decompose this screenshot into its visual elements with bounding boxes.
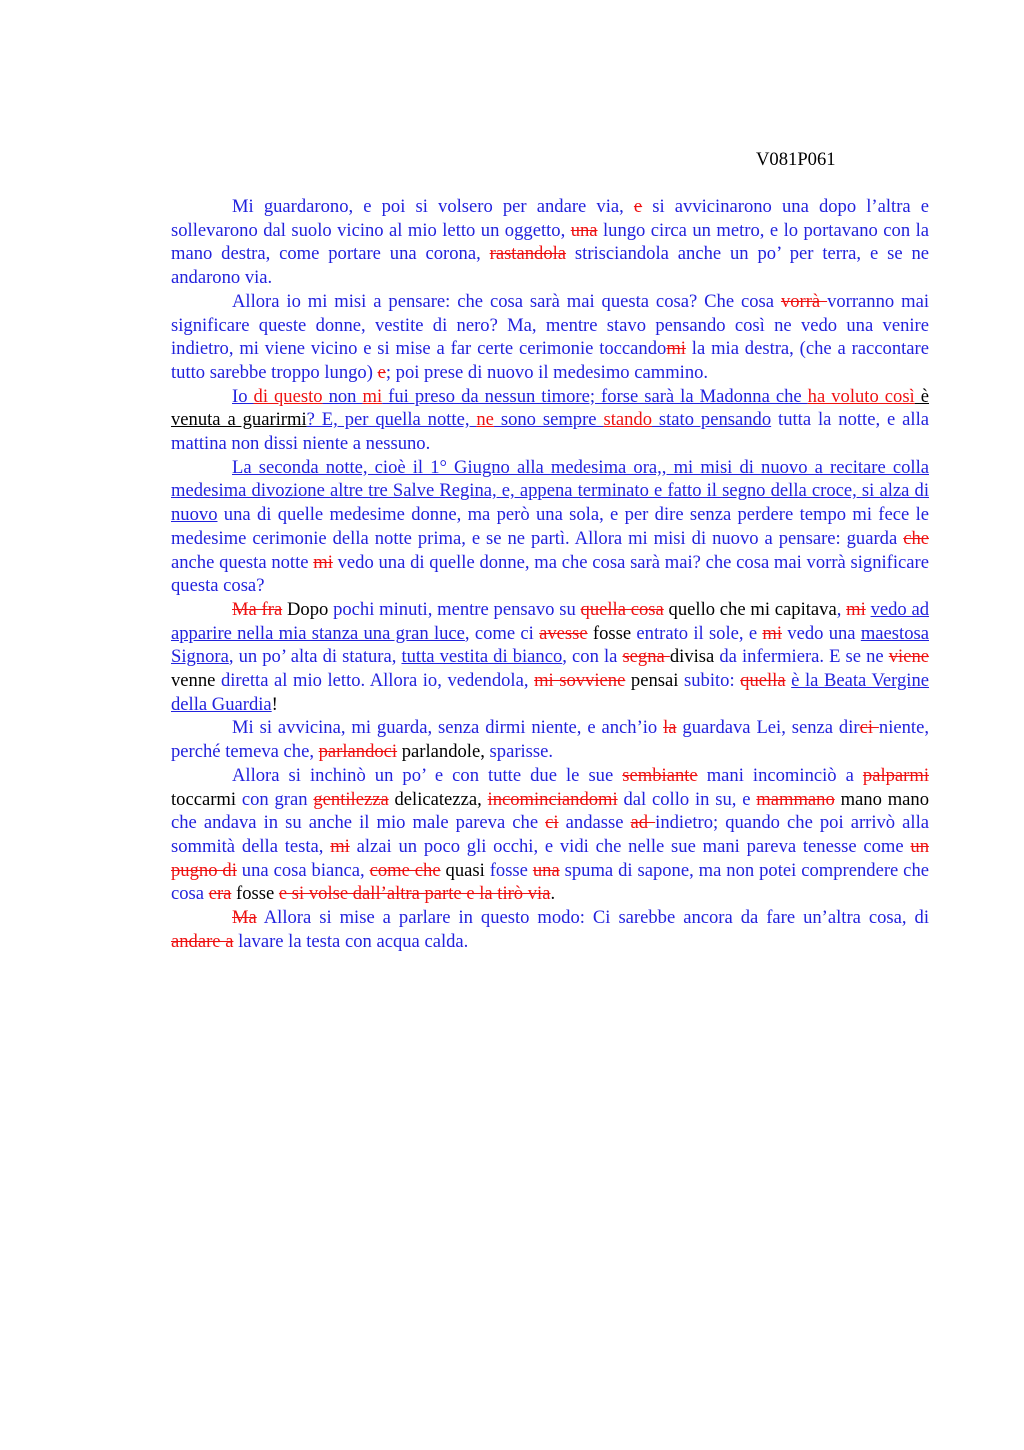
- deleted-text: ha voluto così: [807, 385, 915, 407]
- revised-text: tutta la notte, e alla mattina non dissi niente a nessuno.: [171, 409, 929, 455]
- revised-text: strisciandola anche un po’ per terra, e se ne andarono via.: [171, 243, 929, 289]
- deleted-text: sembiante: [622, 764, 698, 786]
- deleted-text: una: [532, 859, 560, 881]
- revised-text: lavare la testa con acqua calda.: [233, 930, 469, 952]
- revised-text: ? E, per quella notte,: [306, 409, 477, 431]
- original-text: quello che mi capitava: [663, 598, 837, 620]
- deleted-text: vorrà: [780, 290, 828, 312]
- paragraph: [171, 385, 929, 456]
- paragraph: [171, 195, 929, 290]
- deleted-text: quella: [740, 670, 786, 692]
- revised-text: sono sempre: [493, 409, 604, 431]
- revised-text: Allora io mi misi a pensare: che cosa sarà mai questa cosa? Che cosa: [232, 290, 781, 312]
- revised-text: sparisse.: [489, 741, 554, 763]
- revised-text: tutta vestita di bianco: [401, 646, 563, 668]
- revised-text: vedo ad apparire nella mia stanza una gran luce: [171, 598, 930, 644]
- revised-text: ,: [836, 598, 847, 620]
- revised-text: niente, perché temeva che,: [171, 717, 929, 763]
- revised-text: è la Beata Vergine della Guardia: [171, 670, 929, 715]
- revised-text: , come ci: [464, 622, 540, 644]
- revised-text: pochi minuti, mentre pensavo su: [333, 598, 581, 620]
- revised-text: Mi guardarono, e poi si volsero per andare via,: [232, 196, 634, 217]
- revised-text: entrato il sole, e: [636, 622, 763, 644]
- revised-text: Mi si avvicina, mi guarda, senza dirmi niente, e anch’io: [232, 717, 664, 739]
- revised-text: lungo circa un metro, e lo portavano con la mano destra, come portare una corona,: [171, 219, 929, 265]
- revised-text: la mia destra, (che a raccontare tutto sarebbe troppo lungo): [171, 338, 930, 383]
- original-text: .: [550, 883, 556, 905]
- deleted-text: palparmi: [862, 764, 929, 786]
- deleted-text: una: [570, 219, 598, 241]
- revised-text: dal collo in su, e: [617, 788, 757, 810]
- deleted-text: la: [663, 717, 677, 739]
- revised-text: ; poi prese di nuovo il medesimo cammino.: [385, 361, 709, 383]
- revised-text: non: [322, 385, 363, 407]
- paragraph: [171, 906, 929, 953]
- deleted-text: avesse: [539, 622, 588, 644]
- deleted-text: parlandoci: [318, 741, 398, 763]
- deleted-text: Ma fra: [232, 598, 283, 620]
- original-text: !: [271, 693, 278, 715]
- revised-text: una cosa bianca,: [236, 859, 370, 881]
- revised-text: anche questa notte: [171, 551, 314, 573]
- original-text: toccarmi: [171, 788, 242, 810]
- deleted-text: ci: [859, 717, 879, 739]
- revised-text: si avvicinarono una dopo l’altra e sollevarono dal suolo vicino al mio letto un oggetto,: [171, 196, 930, 241]
- revised-text: vorranno mai significare queste donne, vestite di nero? Ma, mentre stavo pensando così ne vedo una venire indietro, mi viene vicino e si mise a far certe cerimonie toccando: [171, 290, 929, 360]
- revised-text: da infermiera. E se ne: [719, 646, 889, 668]
- original-text: fosse: [587, 622, 637, 644]
- deleted-text: rastandola: [489, 243, 567, 265]
- deleted-text: mammano: [756, 788, 835, 810]
- revised-text: , un po’ alta di statura,: [228, 646, 402, 668]
- deleted-text: gentilezza: [313, 788, 389, 810]
- original-text: parlandole,: [397, 741, 490, 763]
- page-code: V081P061: [756, 149, 836, 170]
- revised-text: Allora si inchinò un po’ e con tutte due le sue: [232, 764, 623, 786]
- revised-text: fui preso da nessun timore; forse sarà la Madonna che: [382, 385, 808, 407]
- deleted-text: e: [633, 196, 643, 217]
- deleted-text: mi sovviene: [534, 670, 626, 692]
- paragraph: [171, 716, 929, 763]
- original-text: quasi: [440, 859, 490, 881]
- original-text: divisa: [669, 646, 720, 668]
- revised-text: La seconda notte, cioè il 1° Giugno alla medesima ora,, mi misi di nuovo a recitare colla medesima divozione altre tre Salve Regina, e, appena terminato e fatto il segno della croce, si alza di nuovo: [171, 456, 929, 526]
- revised-text: una di quelle medesime donne, ma però una sola, e per dire senza perdere tempo mi fece le medesime cerimonie della notte prima, e se ne partì. Allora mi misi di nuovo a pensare: guarda: [171, 504, 929, 549]
- revised-text: vedo una di quelle donne, ma che cosa sarà mai? che cosa mai vorrà significare questa cosa?: [171, 551, 929, 597]
- deleted-text: mi: [762, 622, 782, 644]
- paragraph: [171, 456, 929, 598]
- deleted-text: quella cosa: [580, 598, 664, 620]
- deleted-text: che: [903, 527, 929, 549]
- original-text: delicatezza,: [388, 788, 488, 810]
- revised-text: spuma di sapone, ma non potei comprendere che cosa: [171, 859, 929, 905]
- revised-text: vedo una: [782, 622, 861, 644]
- deleted-text: incominciandomi: [487, 788, 618, 810]
- revised-text: maestosa Signora: [171, 622, 929, 668]
- revised-text: subito:: [683, 670, 741, 692]
- revised-text: Allora si mise a parlare in questo modo: Ci sarebbe ancora da fare un’altra cosa, di: [256, 907, 929, 929]
- deleted-text: mi: [846, 598, 866, 620]
- revised-text: , con la: [562, 646, 623, 668]
- deleted-text: stando: [603, 409, 652, 431]
- revised-text: diretta al mio letto. Allora io, vedendola,: [220, 670, 535, 692]
- revised-text: guardava Lei, senza dir: [676, 717, 860, 739]
- deleted-text: ad: [630, 812, 656, 834]
- deleted-text: di questo: [253, 385, 323, 407]
- deleted-text: era: [208, 883, 232, 905]
- revised-text: alzai un poco gli occhi, e vidi che nelle sue mani pareva tenesse come: [349, 835, 911, 857]
- revised-text: stato pensando: [652, 409, 772, 431]
- revised-text: fosse: [489, 859, 533, 881]
- revised-text: Io: [232, 385, 254, 407]
- deleted-text: ci: [545, 812, 559, 834]
- original-text: venne: [171, 670, 221, 692]
- deleted-text: viene: [888, 646, 930, 668]
- deleted-text: mi: [313, 551, 333, 573]
- original-text: pensai: [625, 670, 684, 692]
- revised-text: mani incominciò a: [697, 764, 863, 786]
- deleted-text: e: [377, 361, 386, 383]
- deleted-text: ne: [476, 409, 494, 431]
- deleted-text: andare a: [171, 930, 234, 952]
- deleted-text: un pugno di: [171, 835, 929, 881]
- original-text: fosse: [231, 883, 279, 905]
- original-text: Dopo: [282, 598, 334, 620]
- deleted-text: mi: [666, 338, 686, 360]
- paragraph: [171, 598, 929, 717]
- deleted-text: segna: [622, 646, 670, 668]
- paragraph: [171, 764, 929, 906]
- revised-text: con gran: [241, 788, 314, 810]
- deleted-text: mi: [330, 835, 350, 857]
- original-text: mano mano: [834, 788, 930, 810]
- original-text: è venuta a guarirmi: [171, 385, 930, 431]
- revised-text: andasse: [558, 812, 631, 834]
- deleted-text: mi: [362, 385, 383, 407]
- paragraph: [171, 290, 929, 385]
- deleted-text: come che: [369, 859, 441, 881]
- deleted-text: e si volse dall’altra parte e la tirò via: [278, 883, 551, 905]
- manuscript-body: [171, 195, 929, 954]
- revised-text: indietro; quando che poi arrivò alla sommità della testa,: [171, 812, 929, 857]
- deleted-text: Ma: [232, 907, 257, 929]
- revised-text: che andava in su anche il mio male pareva che: [171, 812, 546, 834]
